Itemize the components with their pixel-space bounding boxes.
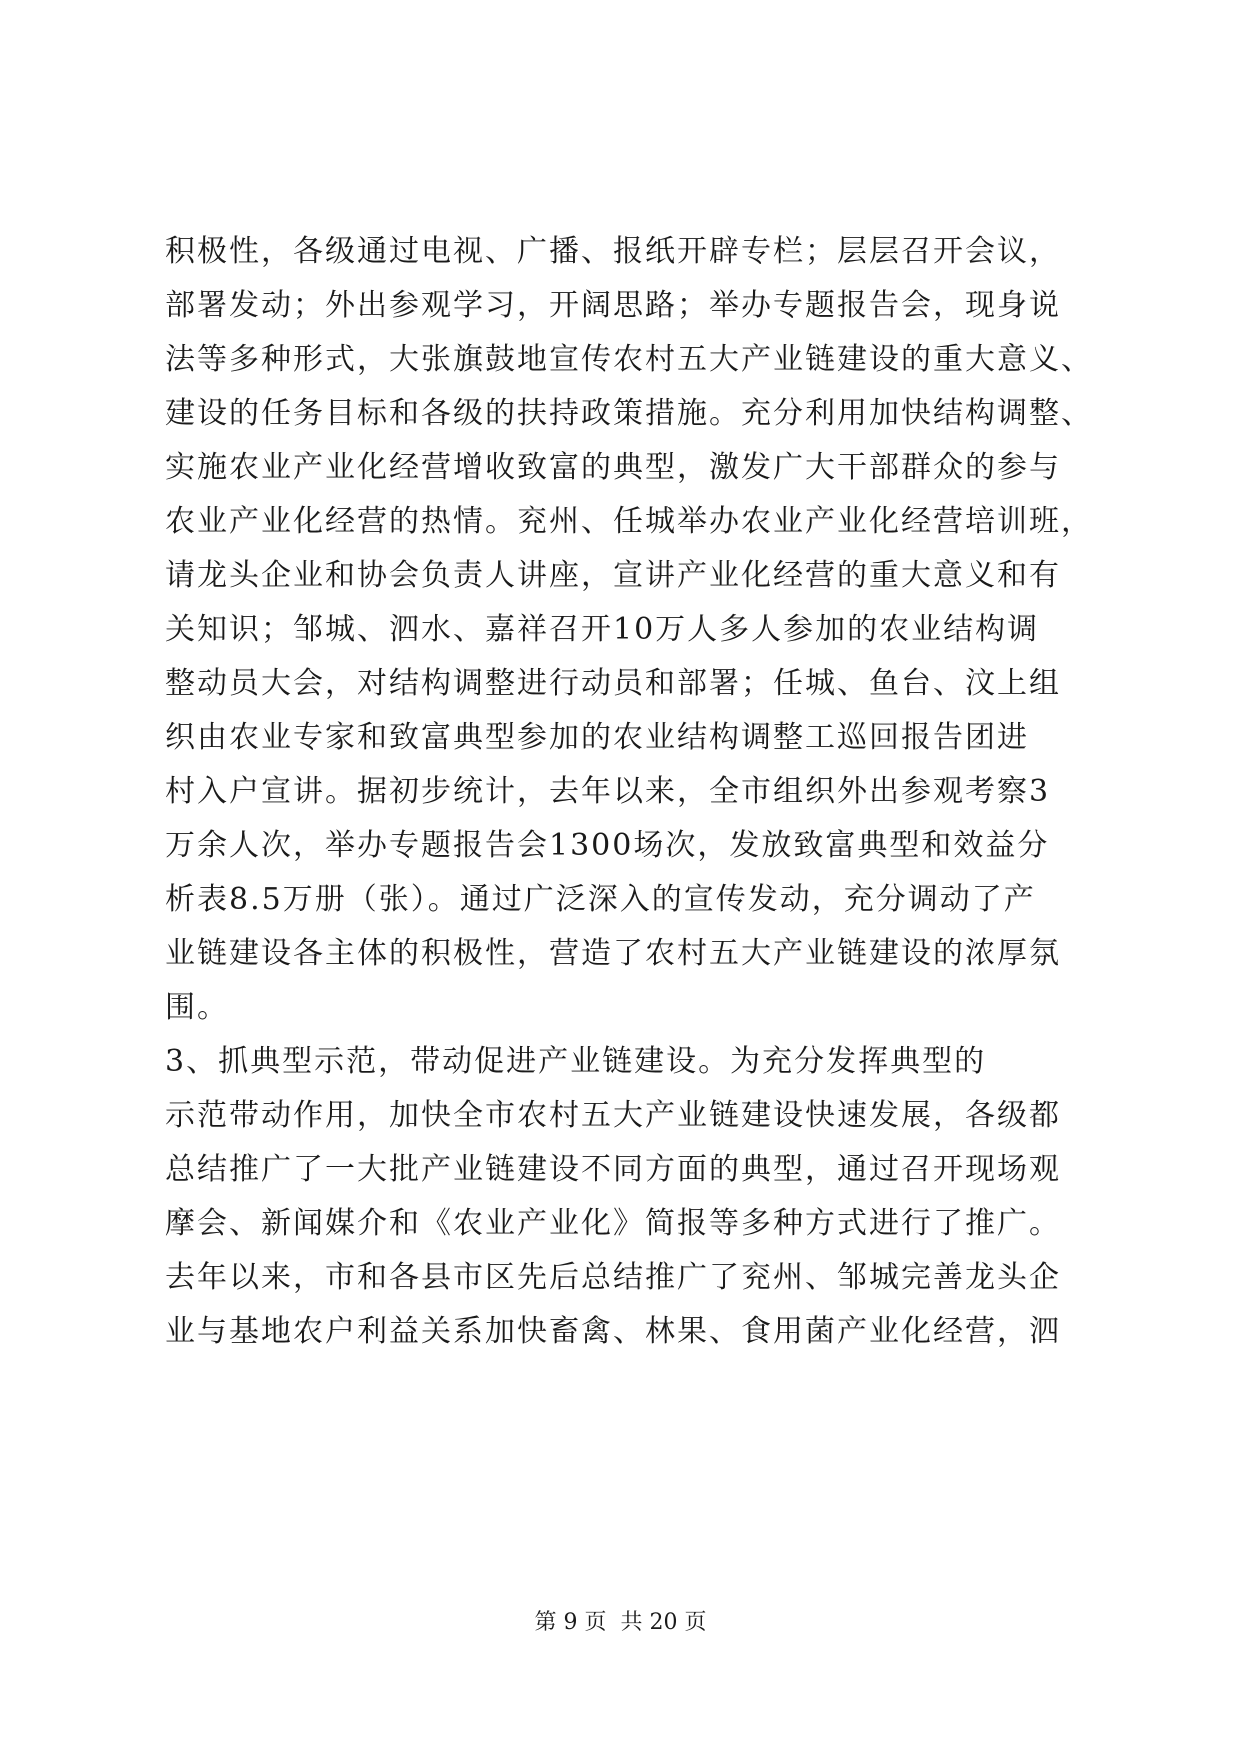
page-number-footer: 第 9 页 共 20 页	[534, 1610, 707, 1635]
text-line-3: 法等多种形式，大张旗鼓地宣传农村五大产业链建设的重大意义、	[165, 342, 1093, 377]
text-line-8: 关知识；邹城、泗水、嘉祥召开10万人多人参加的农业结构调	[165, 612, 1040, 647]
text-line-10: 织由农业专家和致富典型参加的农业结构调整工巡回报告团进	[165, 720, 1029, 755]
text-line-11: 村入户宣讲。据初步统计，去年以来，全市组织外出参观考察3	[165, 774, 1051, 809]
text-line-13: 析表8.5万册（张）。通过广泛深入的宣传发动，充分调动了产	[165, 882, 1036, 917]
text-line-17: 示范带动作用，加快全市农村五大产业链建设快速发展，各级都	[165, 1098, 1061, 1133]
text-line-14: 业链建设各主体的积极性，营造了农村五大产业链建设的浓厚氛	[165, 936, 1061, 971]
text-line-15: 围。	[165, 990, 229, 1025]
text-line-1: 积极性，各级通过电视、广播、报纸开辟专栏；层层召开会议，	[165, 234, 1061, 269]
text-line-19: 摩会、新闻媒介和《农业产业化》简报等多种方式进行了推广。	[165, 1206, 1061, 1241]
text-line-21: 业与基地农户利益关系加快畜禽、林果、食用菌产业化经营，泗	[165, 1314, 1061, 1349]
text-line-16: 3、抓典型示范，带动促进产业链建设。为充分发挥典型的	[165, 1044, 987, 1079]
text-line-12: 万余人次，举办专题报告会1300场次，发放致富典型和效益分	[165, 828, 1050, 863]
text-line-4: 建设的任务目标和各级的扶持政策措施。充分利用加快结构调整、	[165, 396, 1093, 431]
text-line-18: 总结推广了一大批产业链建设不同方面的典型，通过召开现场观	[165, 1152, 1061, 1187]
text-line-6: 农业产业化经营的热情。兖州、任城举办农业产业化经营培训班，	[165, 504, 1093, 539]
text-line-7: 请龙头企业和协会负责人讲座，宣讲产业化经营的重大意义和有	[165, 558, 1061, 593]
text-line-9: 整动员大会，对结构调整进行动员和部署；任城、鱼台、汶上组	[165, 666, 1061, 701]
text-line-5: 实施农业产业化经营增收致富的典型，激发广大干部群众的参与	[165, 450, 1061, 485]
text-line-2: 部署发动；外出参观学习，开阔思路；举办专题报告会，现身说	[165, 288, 1061, 323]
text-line-20: 去年以来，市和各县市区先后总结推广了兖州、邹城完善龙头企	[165, 1260, 1061, 1295]
